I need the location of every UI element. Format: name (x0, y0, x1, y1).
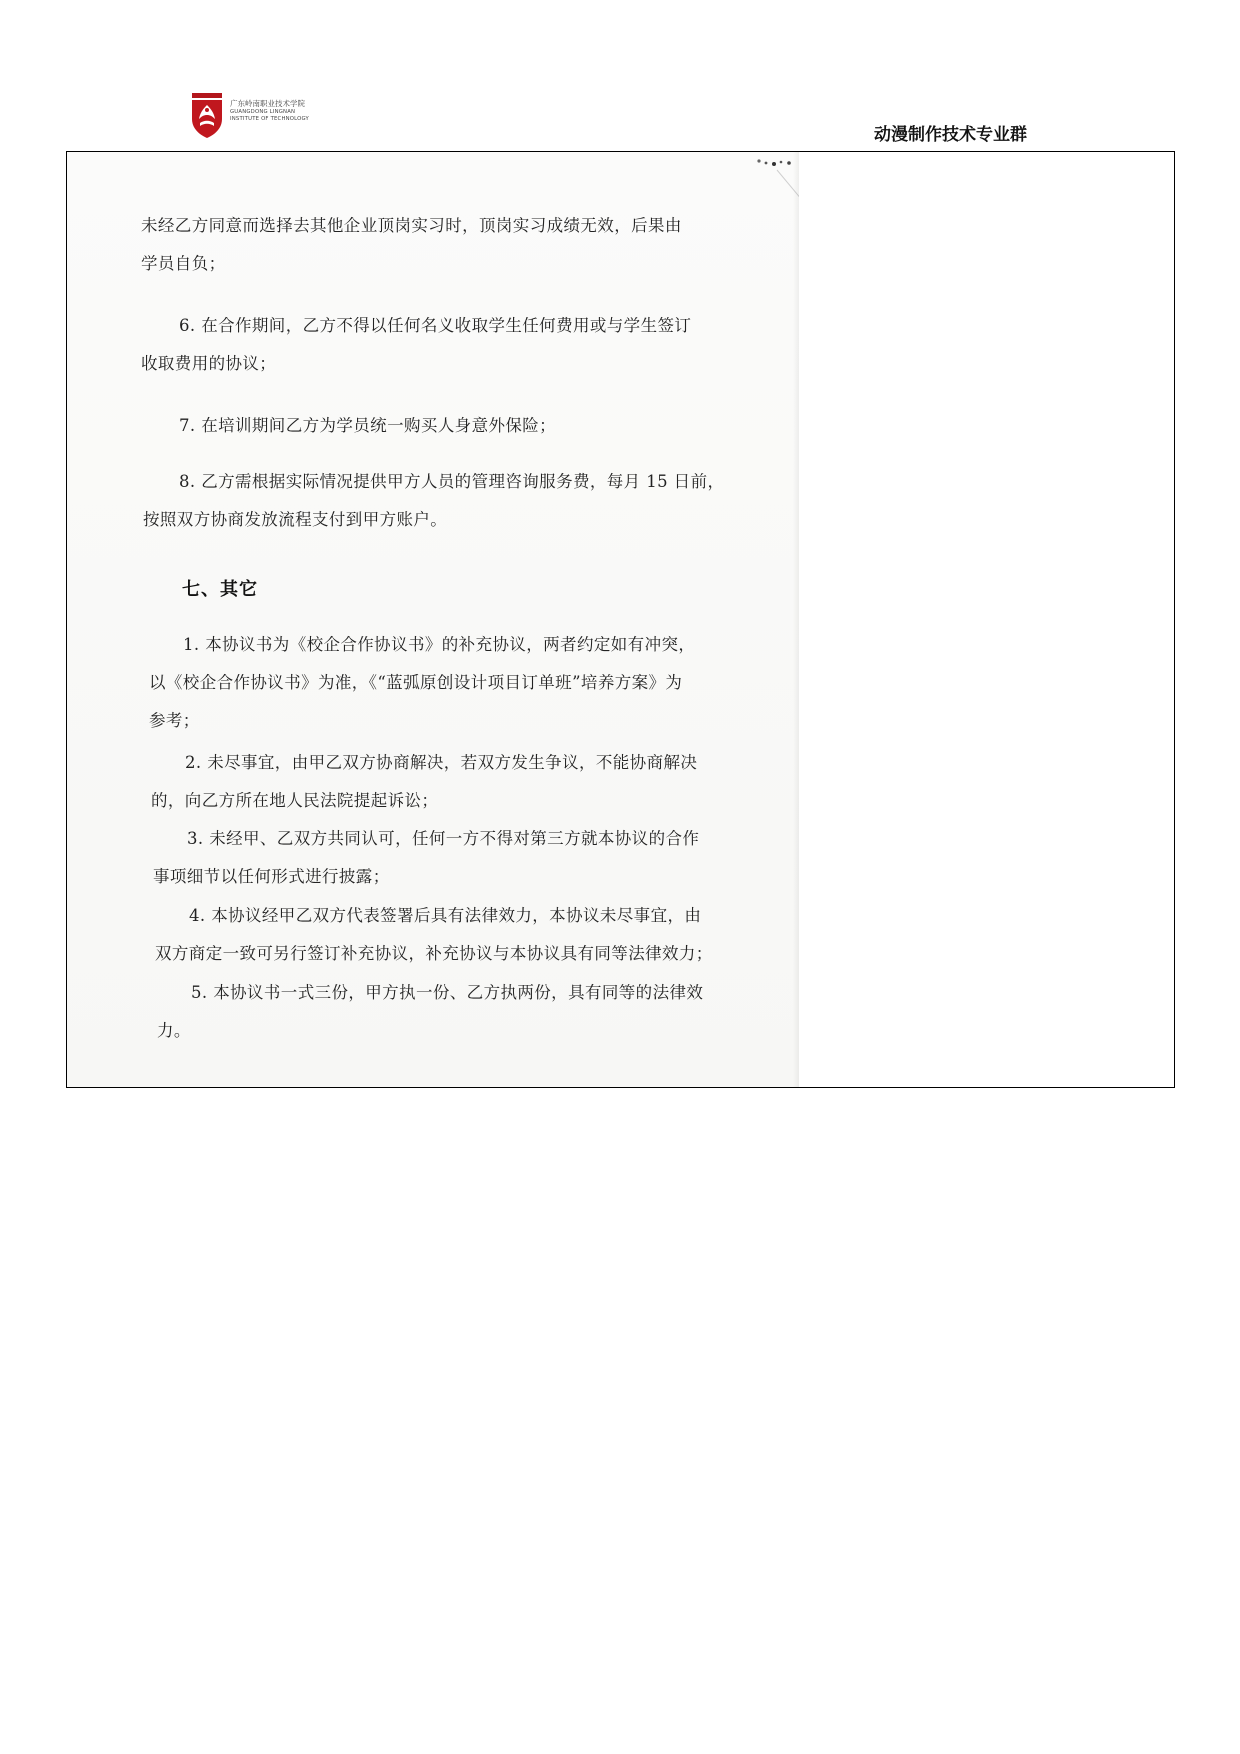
paragraph-line: 学员自负； (141, 254, 226, 273)
scanned-page (67, 152, 799, 1087)
paragraph-line: 5. 本协议书一式三份，甲方执一份、乙方执两份，具有同等的法律效 (191, 983, 704, 1002)
clause-1 (149, 626, 695, 740)
paragraph-line: 3. 未经甲、乙双方共同认可，任何一方不得对第三方就本协议的合作 (187, 829, 700, 848)
school-emblem-icon (190, 93, 224, 139)
paragraph-item-8 (143, 463, 724, 539)
paragraph-line: 2. 未尽事宜，由甲乙双方协商解决，若双方发生争议，不能协商解决 (185, 753, 698, 772)
paragraph-line: 按照双方协商发放流程支付到甲方账户。 (143, 510, 448, 529)
paragraph-line: 8. 乙方需根据实际情况提供甲方人员的管理咨询服务费，每月 15 日前， (179, 472, 725, 491)
paragraph-line: 力。 (157, 1021, 191, 1040)
page-edge-shadow (793, 152, 799, 1087)
paragraph-item-7 (179, 407, 556, 445)
paragraph-item-6 (141, 307, 691, 383)
corner-stamp-mark (747, 152, 799, 202)
paragraph-line: 1. 本协议书为《校企合作协议书》的补充协议，两者约定如有冲突， (183, 635, 696, 654)
section-heading-other: 七、其它 (182, 579, 258, 600)
paragraph-line: 收取费用的协议； (141, 354, 277, 373)
paragraph-line: 以《校企合作协议书》为准，《“蓝弧原创设计项目订单班”培养方案》为 (149, 673, 683, 692)
school-name-cn: 广东岭南职业技术学院 (230, 99, 305, 108)
paragraph-line: 参考； (149, 711, 200, 730)
paragraph-line: 未经乙方同意而选择去其他企业顶岗实习时，顶岗实习成绩无效，后果由 (141, 216, 682, 235)
paragraph-line: 6. 在合作期间，乙方不得以任何名义收取学生任何费用或与学生签订 (179, 316, 692, 335)
clause-4 (155, 897, 713, 973)
paragraph-continuation (141, 207, 682, 283)
paragraph-line: 事项细节以任何形式进行披露； (153, 867, 390, 886)
professional-group-title: 动漫制作技术专业群 (874, 125, 1027, 145)
clause-5 (157, 974, 703, 1050)
school-name-block (230, 99, 340, 123)
paragraph-line: 7. 在培训期间乙方为学员统一购买人身意外保险； (179, 416, 557, 435)
school-logo (190, 93, 330, 141)
clause-2 (151, 744, 697, 820)
paragraph-line: 4. 本协议经甲乙双方代表签署后具有法律效力，本协议未尽事宜，由 (189, 906, 702, 925)
scanned-document-frame (66, 151, 1175, 1088)
paragraph-line: 双方商定一致可另行签订补充协议，补充协议与本协议具有同等法律效力； (155, 944, 713, 963)
clause-3 (153, 820, 699, 896)
school-name-en-line-2: INSTITUTE OF TECHNOLOGY (230, 116, 309, 122)
school-name-en-line-1: GUANGDONG LINGNAN (230, 109, 296, 115)
paragraph-line: 的，向乙方所在地人民法院提起诉讼； (151, 791, 439, 810)
